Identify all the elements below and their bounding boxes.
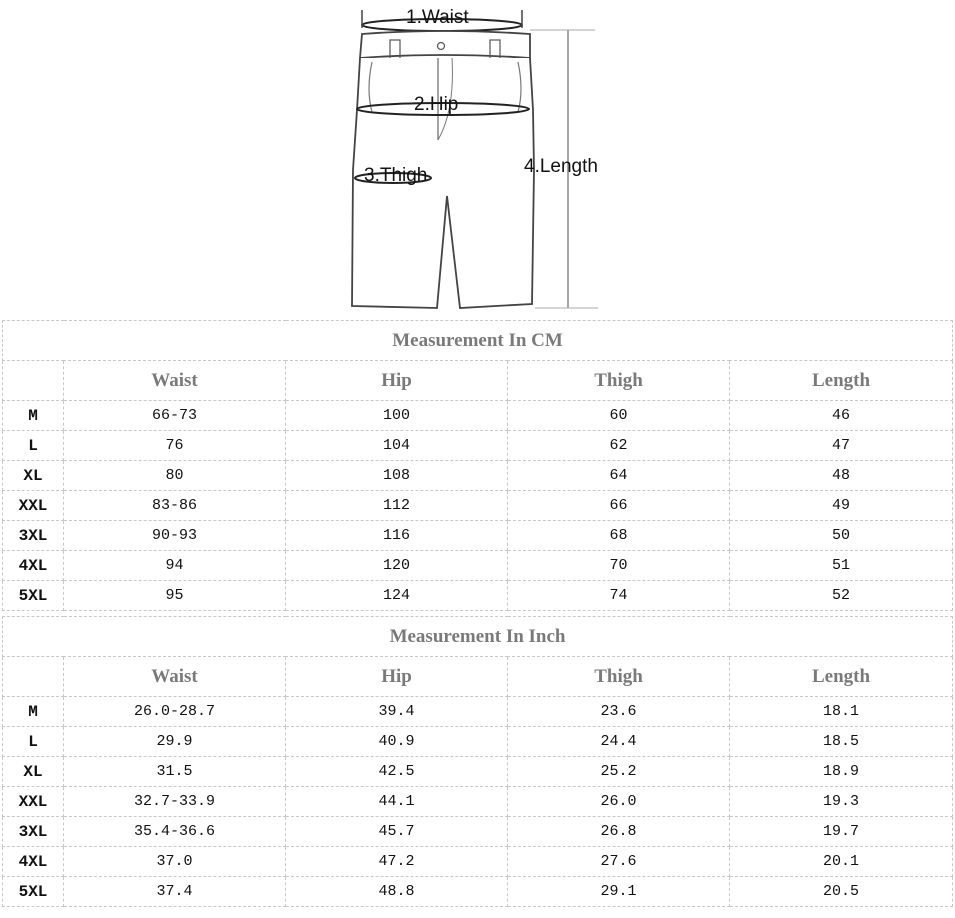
table-row (3, 877, 953, 907)
hip-cell: 116 (286, 521, 508, 551)
size-cell: 4XL (3, 847, 64, 877)
cm-table-title: Measurement In CM (3, 321, 953, 361)
shorts-measurement-diagram (0, 0, 955, 318)
length-cell: 19.7 (730, 817, 953, 847)
size-cell: 3XL (3, 817, 64, 847)
inch-table-body (3, 697, 953, 907)
hip-label: 2.Hip (414, 94, 459, 115)
length-header: Length (730, 657, 953, 697)
thigh-cell: 66 (508, 491, 730, 521)
waist-cell: 90-93 (64, 521, 286, 551)
thigh-cell: 70 (508, 551, 730, 581)
hip-cell: 42.5 (286, 757, 508, 787)
thigh-cell: 29.1 (508, 877, 730, 907)
shorts-illustration (0, 0, 955, 318)
length-cell: 52 (730, 581, 953, 611)
thigh-cell: 25.2 (508, 757, 730, 787)
thigh-cell: 23.6 (508, 697, 730, 727)
hip-cell: 100 (286, 401, 508, 431)
thigh-cell: 24.4 (508, 727, 730, 757)
hip-cell: 45.7 (286, 817, 508, 847)
size-cell: XXL (3, 787, 64, 817)
size-cell: M (3, 697, 64, 727)
hip-cell: 44.1 (286, 787, 508, 817)
hip-cell: 48.8 (286, 877, 508, 907)
length-header: Length (730, 361, 953, 401)
length-cell: 50 (730, 521, 953, 551)
table-row (3, 521, 953, 551)
hip-cell: 120 (286, 551, 508, 581)
size-cell: 5XL (3, 581, 64, 611)
hip-cell: 40.9 (286, 727, 508, 757)
table-row (3, 431, 953, 461)
length-cell: 49 (730, 491, 953, 521)
thigh-cell: 27.6 (508, 847, 730, 877)
cm-table-body (3, 401, 953, 611)
table-row (3, 551, 953, 581)
hip-header: Hip (286, 361, 508, 401)
thigh-header: Thigh (508, 657, 730, 697)
length-cell: 18.5 (730, 727, 953, 757)
waist-cell: 37.0 (64, 847, 286, 877)
hip-header: Hip (286, 657, 508, 697)
thigh-cell: 26.8 (508, 817, 730, 847)
length-cell: 20.5 (730, 877, 953, 907)
length-cell: 18.1 (730, 697, 953, 727)
inch-size-table (2, 616, 953, 907)
hip-cell: 47.2 (286, 847, 508, 877)
table-row (3, 401, 953, 431)
size-cell: L (3, 431, 64, 461)
hip-cell: 108 (286, 461, 508, 491)
table-row (3, 697, 953, 727)
waist-cell: 95 (64, 581, 286, 611)
thigh-cell: 74 (508, 581, 730, 611)
size-header-empty (3, 361, 64, 401)
table-row (3, 461, 953, 491)
waist-label: 1.Waist (406, 7, 469, 28)
length-cell: 20.1 (730, 847, 953, 877)
waist-cell: 94 (64, 551, 286, 581)
thigh-cell: 62 (508, 431, 730, 461)
waist-cell: 31.5 (64, 757, 286, 787)
waist-cell: 66-73 (64, 401, 286, 431)
waist-cell: 32.7-33.9 (64, 787, 286, 817)
size-cell: XL (3, 461, 64, 491)
size-cell: 3XL (3, 521, 64, 551)
length-cell: 51 (730, 551, 953, 581)
thigh-label: 3.Thigh (364, 165, 428, 186)
waist-cell: 26.0-28.7 (64, 697, 286, 727)
length-cell: 48 (730, 461, 953, 491)
table-row (3, 581, 953, 611)
length-label: 4.Length (524, 156, 598, 177)
inch-table-title: Measurement In Inch (3, 617, 953, 657)
length-cell: 47 (730, 431, 953, 461)
thigh-header: Thigh (508, 361, 730, 401)
cm-size-table-wrapper (2, 320, 952, 611)
waist-cell: 29.9 (64, 727, 286, 757)
table-row (3, 817, 953, 847)
table-row (3, 491, 953, 521)
size-cell: XXL (3, 491, 64, 521)
waist-header: Waist (64, 361, 286, 401)
table-row (3, 757, 953, 787)
thigh-cell: 68 (508, 521, 730, 551)
size-cell: XL (3, 757, 64, 787)
size-cell: 5XL (3, 877, 64, 907)
thigh-cell: 64 (508, 461, 730, 491)
cm-size-table (2, 320, 953, 611)
size-header-empty (3, 657, 64, 697)
waist-cell: 80 (64, 461, 286, 491)
table-row (3, 727, 953, 757)
waist-cell: 35.4-36.6 (64, 817, 286, 847)
length-cell: 19.3 (730, 787, 953, 817)
size-cell: 4XL (3, 551, 64, 581)
length-cell: 46 (730, 401, 953, 431)
inch-size-table-wrapper (2, 616, 952, 907)
size-cell: L (3, 727, 64, 757)
table-row (3, 787, 953, 817)
waist-header: Waist (64, 657, 286, 697)
thigh-cell: 60 (508, 401, 730, 431)
hip-cell: 104 (286, 431, 508, 461)
hip-cell: 112 (286, 491, 508, 521)
thigh-cell: 26.0 (508, 787, 730, 817)
waist-cell: 83-86 (64, 491, 286, 521)
length-cell: 18.9 (730, 757, 953, 787)
waist-cell: 37.4 (64, 877, 286, 907)
hip-cell: 39.4 (286, 697, 508, 727)
size-cell: M (3, 401, 64, 431)
waist-cell: 76 (64, 431, 286, 461)
table-row (3, 847, 953, 877)
hip-cell: 124 (286, 581, 508, 611)
